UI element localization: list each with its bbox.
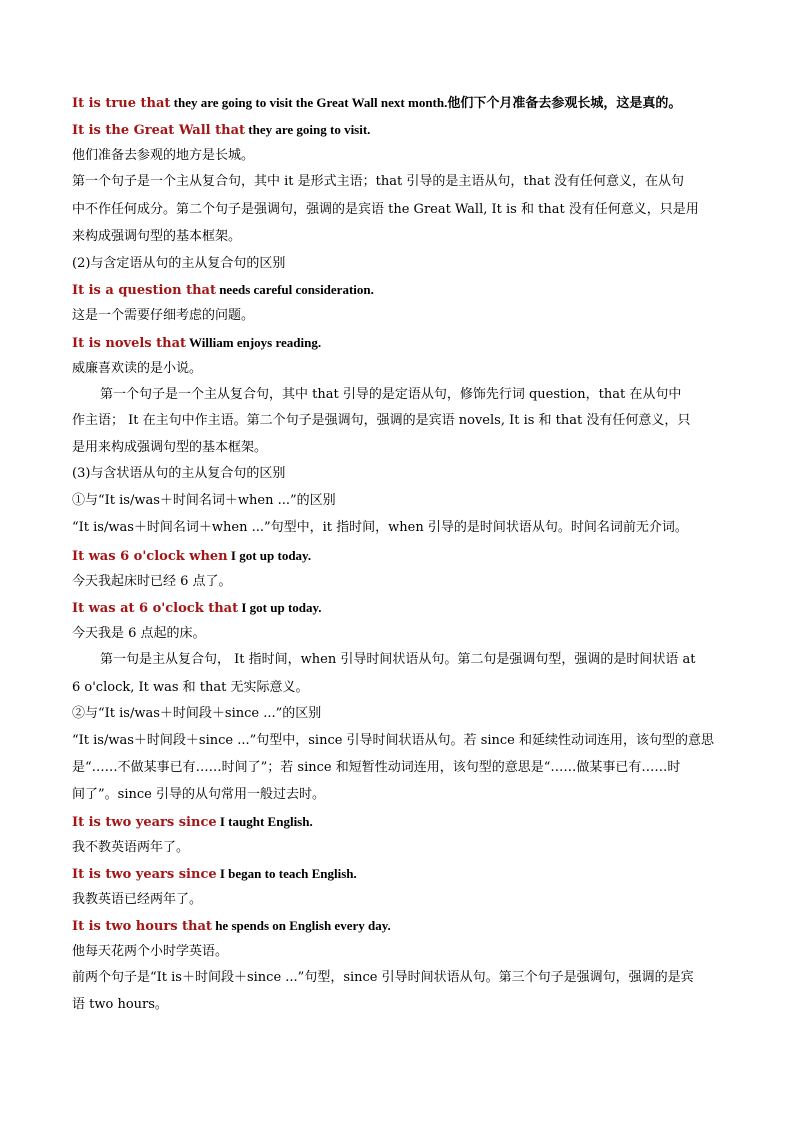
body-text: 今天我起床时已经 6 点了。 — [72, 574, 232, 589]
text-line — [72, 147, 724, 165]
body-text: 是“……不做某事已有……时间了”；若 since 和短暂性动词连用，该句型的意思是“……做某事已有……时 — [72, 760, 681, 775]
text-line — [72, 759, 724, 777]
body-text: 第一个句子是一个主从复合句，其中 that 引导的是定语从句，修饰先行词 question，that 在从句中 — [100, 387, 682, 402]
body-text: 我不教英语两年了。 — [72, 840, 190, 855]
emphasis-text: It is two hours that — [72, 919, 212, 934]
emphasis-text: It is two years since — [72, 867, 217, 882]
text-line — [72, 121, 724, 140]
text-line — [72, 969, 724, 987]
text-line — [72, 573, 724, 591]
text-line — [72, 307, 724, 325]
text-line — [72, 786, 724, 804]
body-text: 这是一个需要仔细考虑的问题。 — [72, 308, 255, 323]
text-line — [72, 599, 724, 618]
text-line — [72, 201, 724, 219]
text-line — [100, 386, 724, 404]
body-text: 我教英语已经两年了。 — [72, 892, 203, 907]
body-text: “It is/was＋时间段＋since ...”句型中，since 引导时间状语从句。若 since 和延续性动词连用，该句型的意思 — [72, 733, 714, 748]
text-line — [72, 839, 724, 857]
text-line — [72, 705, 724, 723]
emphasis-text: It is novels that — [72, 336, 187, 351]
body-text: 是用来构成强调句型的基本框架。 — [72, 440, 268, 455]
body-text: 来构成强调句型的基本框架。 — [72, 229, 242, 244]
text-line — [72, 732, 724, 750]
text-line — [72, 228, 724, 246]
emphasis-text: It was at 6 o'clock that — [72, 601, 239, 616]
body-text: “It is/was＋时间名词＋when ...”句型中，it 指时间，when 引导的是时间状语从句。时间名词前无介词。 — [72, 520, 688, 535]
emphasis-text: It was 6 o'clock when — [72, 549, 228, 564]
text-line — [72, 813, 724, 832]
body-text: William enjoys reading. — [186, 335, 322, 350]
text-line — [72, 679, 724, 697]
body-text: they are going to visit the Great Wall next month.他们下个月准备去参观长城，这是真的。 — [170, 95, 682, 110]
text-line — [72, 412, 724, 430]
emphasis-text: It is the Great Wall that — [72, 123, 246, 138]
body-text: he spends on English every day. — [211, 918, 391, 933]
text-line — [72, 281, 724, 300]
body-text: ①与“It is/was＋时间名词＋when ...”的区别 — [72, 493, 336, 508]
text-line — [72, 625, 724, 643]
body-text: I got up today. — [227, 548, 312, 563]
body-text: 前两个句子是“It is＋时间段＋since ...”句型，since 引导时间状语从句。第三个句子是强调句，强调的是宾 — [72, 970, 694, 985]
emphasis-text: It is a question that — [72, 283, 216, 298]
body-text: 作主语； It 在主句中作主语。第二个句子是强调句，强调的是宾语 novels, It is 和 that 没有任何意义，只 — [72, 413, 691, 428]
text-line — [72, 547, 724, 566]
body-text: ②与“It is/was＋时间段＋since ...”的区别 — [72, 706, 322, 721]
text-line — [72, 360, 724, 378]
text-line — [72, 439, 724, 457]
text-line — [72, 94, 724, 113]
body-text: (3)与含状语从句的主从复合句的区别 — [72, 466, 286, 481]
body-text: I began to teach English. — [216, 866, 357, 881]
emphasis-text: It is true that — [72, 96, 171, 111]
body-text: 语 two hours。 — [72, 997, 168, 1012]
body-text: 中不作任何成分。第二个句子是强调句，强调的是宾语 the Great Wall, It is 和 that 没有任何意义，只是用 — [72, 202, 699, 217]
body-text: 间了”。since 引导的从句常用一般过去时。 — [72, 787, 325, 802]
body-text: (2)与含定语从句的主从复合句的区别 — [72, 256, 286, 271]
text-line — [72, 255, 724, 273]
body-text: I got up today. — [238, 600, 322, 615]
body-text: they are going to visit. — [245, 122, 371, 137]
body-text: 第一个句子是一个主从复合句，其中 it 是形式主语；that 引导的是主语从句，that 没有任何意义，在从句 — [72, 174, 685, 189]
text-line — [72, 173, 724, 191]
text-line — [72, 943, 724, 961]
body-text: 第一句是主从复合句， It 指时间，when 引导时间状语从句。第二句是强调句型，强调的是时间状语 at — [100, 652, 696, 667]
body-text: 他每天花两个小时学英语。 — [72, 944, 229, 959]
text-line — [100, 651, 724, 669]
body-text: 今天我是 6 点起的床。 — [72, 626, 206, 641]
text-line — [72, 519, 724, 537]
text-line — [72, 891, 724, 909]
body-text: 威廉喜欢读的是小说。 — [72, 361, 203, 376]
emphasis-text: It is two years since — [72, 815, 217, 830]
text-line — [72, 492, 724, 510]
text-line — [72, 865, 724, 884]
body-text: 6 o'clock, It was 和 that 无实际意义。 — [72, 680, 309, 695]
text-line — [72, 996, 724, 1014]
body-text: I taught English. — [216, 814, 313, 829]
text-line — [72, 465, 724, 483]
text-line — [72, 334, 724, 353]
text-line — [72, 917, 724, 936]
body-text: 他们准备去参观的地方是长城。 — [72, 148, 255, 163]
body-text: needs careful consideration. — [215, 282, 374, 297]
